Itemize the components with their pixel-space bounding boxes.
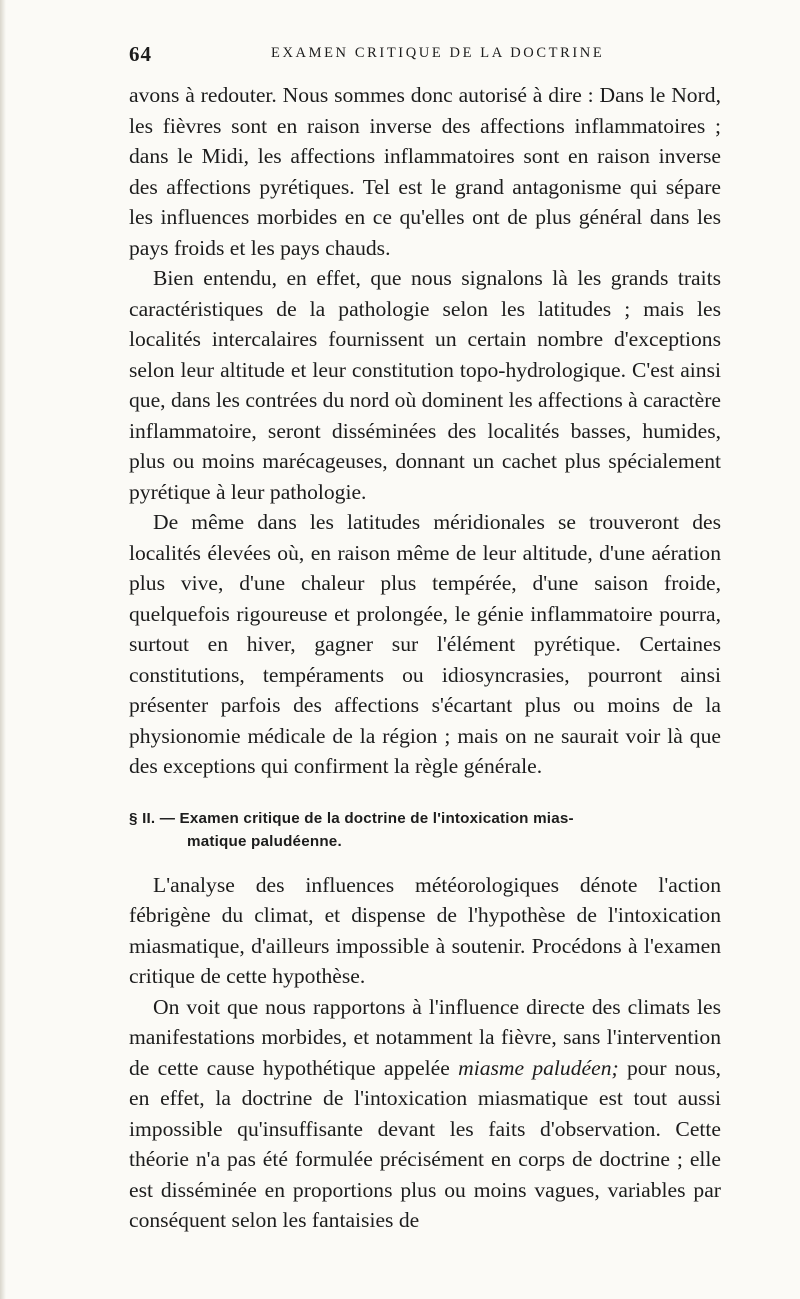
paragraph-1: avons à redouter. Nous sommes donc autorisé à dire : Dans le Nord, les fièvres sont en raison inverse des affections inflammatoires ; dans le Midi, les affections inflammatoires sont en raison inverse des affections pyrétiques. Tel est le grand antagonisme qui sépare les influences morbides en ce qu'elles ont de plus général dans les pays froids et les pays chauds.: [129, 83, 721, 260]
body-text: [129, 80, 721, 1236]
section-body: [129, 870, 721, 1236]
italic-term-miasme-paludeen: miasme paludéen;: [458, 1055, 619, 1080]
section-paragraph-2-end: pour nous, en effet, la doctrine de l'intoxication miasmatique est tout aussi impossible qu'insuffisante devant les faits d'observation. Cette théorie n'a pas été formulée précisément en corps de doctrine ; elle est disséminée en proportions plus ou moins vagues, variables par conséquent selon les fantaisies de: [129, 1055, 721, 1232]
running-head: [129, 42, 721, 64]
section-heading: [129, 807, 721, 853]
paragraph-3: De même dans les latitudes méridionales se trouveront des localités élevées où, en raison même de leur altitude, d'une aération plus vive, d'une chaleur plus tempérée, d'une saison froide, quelquefois rigoureuse et prolongée, le génie inflammatoire pourra, surtout en hiver, gagner sur l'élément pyrétique. Certaines constitutions, tempéraments ou idiosyncrasies, pourront ainsi présenter parfois des affections s'écartant plus ou moins de la physionomie médicale de la région ; mais on ne saurait voir là que des exceptions qui confirment la règle générale.: [129, 510, 721, 778]
section-paragraph-2-start: On voit que nous rapportons à l'influence directe des climats les manifestations morbides, et notamment la fièvre, sans l'intervention de cette cause hypothétique appelée: [129, 994, 721, 1080]
section-heading-line-2: matique paludéenne.: [187, 832, 342, 850]
book-page: [129, 0, 721, 1236]
paragraph-2: Bien entendu, en effet, que nous signalons là les grands traits caractéristiques de la pathologie selon les latitudes ; mais les localités intercalaires fournissent un certain nombre d'exceptions selon leur altitude et leur constitution topo-hydrologique. C'est ainsi que, dans les contrées du nord où dominent les affections à caractère inflammatoire, seront disséminées des localités basses, humides, plus ou moins marécageuses, donnant un cachet plus spécialement pyrétique à leur pathologie.: [129, 266, 722, 504]
page-number: 64: [129, 42, 152, 66]
section-paragraph-1: L'analyse des influences météorologiques dénote l'action fébrigène du climat, et dispense de l'hypothèse de l'intoxication miasmatique, d'ailleurs impossible à soutenir. Procédons à l'examen critique de cette hypothèse.: [129, 872, 721, 988]
page-binding-edge: [0, 0, 6, 1299]
running-head-title: EXAMEN CRITIQUE DE LA DOCTRINE: [271, 45, 605, 61]
section-paragraph-2: [129, 992, 721, 1236]
section-heading-line-1: § II. — Examen critique de la doctrine de l'intoxication mias-: [129, 809, 574, 827]
